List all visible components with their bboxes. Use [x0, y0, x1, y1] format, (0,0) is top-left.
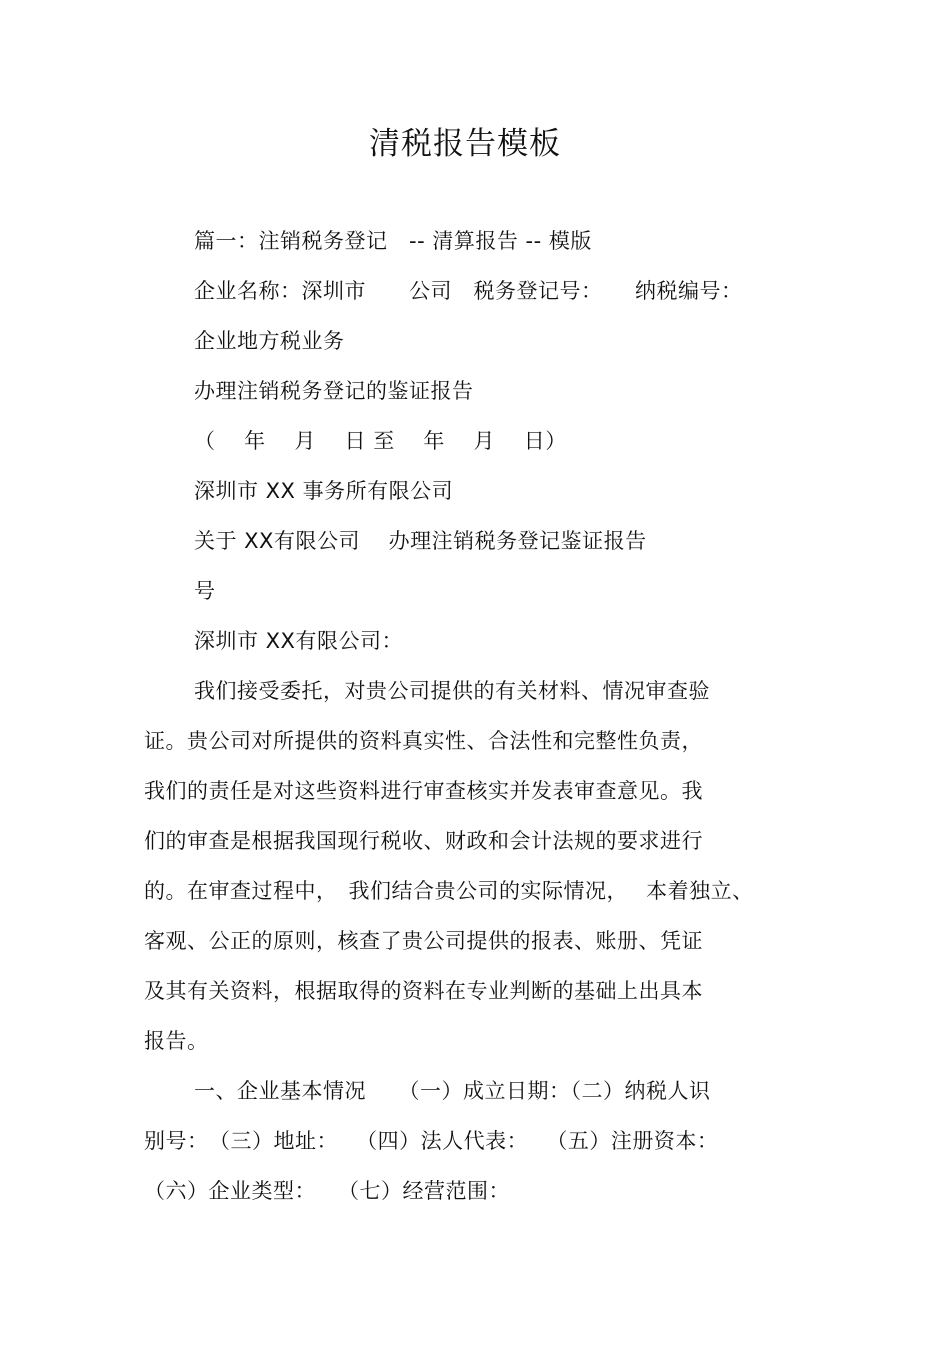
text-line-14: 的。在审查过程中， 我们结合贵公司的实际情况， 本着独立、	[144, 879, 754, 903]
text-line-6: 深圳市 XX 事务所有限公司	[194, 479, 454, 503]
text-line-4: 办理注销税务登记的鉴证报告	[194, 379, 474, 403]
text-line-7: 关于 XX有限公司 办理注销税务登记鉴证报告	[194, 529, 647, 553]
text-line-9: 深圳市 XX有限公司：	[194, 629, 403, 653]
text-line-16: 及其有关资料，根据取得的资料在专业判断的基础上出具本	[144, 979, 703, 1003]
text-line-11: 证。贵公司对所提供的资料真实性、合法性和完整性负责，	[144, 729, 703, 753]
text-line-12: 我们的责任是对这些资料进行审查核实并发表审查意见。我	[144, 779, 703, 803]
text-line-15: 客观、公正的原则，核查了贵公司提供的报表、账册、凭证	[144, 929, 703, 953]
text-line-2: 企业名称：深圳市 公司 税务登记号： 纳税编号：	[194, 279, 743, 303]
text-line-5: （ 年 月 日 至 年 月 日）	[194, 429, 567, 453]
text-line-20: （六）企业类型： （七）经营范围：	[144, 1179, 510, 1203]
text-line-19: 别号： （三）地址： （四）法人代表： （五）注册资本：	[144, 1129, 719, 1153]
text-line-1: 篇一：注销税务登记 -- 清算报告 -- 模版	[194, 229, 592, 253]
page-title: 清税报告模板	[369, 126, 561, 162]
text-line-10: 我们接受委托，对贵公司提供的有关材料、情况审查验	[194, 679, 710, 703]
text-line-13: 们的审查是根据我国现行税收、财政和会计法规的要求进行	[144, 829, 703, 853]
text-line-8: 号	[194, 579, 216, 603]
text-line-17: 报告。	[144, 1029, 209, 1053]
text-line-18: 一、企业基本情况 （一）成立日期：（二）纳税人识	[194, 1079, 711, 1103]
text-line-3: 企业地方税业务	[194, 329, 345, 353]
